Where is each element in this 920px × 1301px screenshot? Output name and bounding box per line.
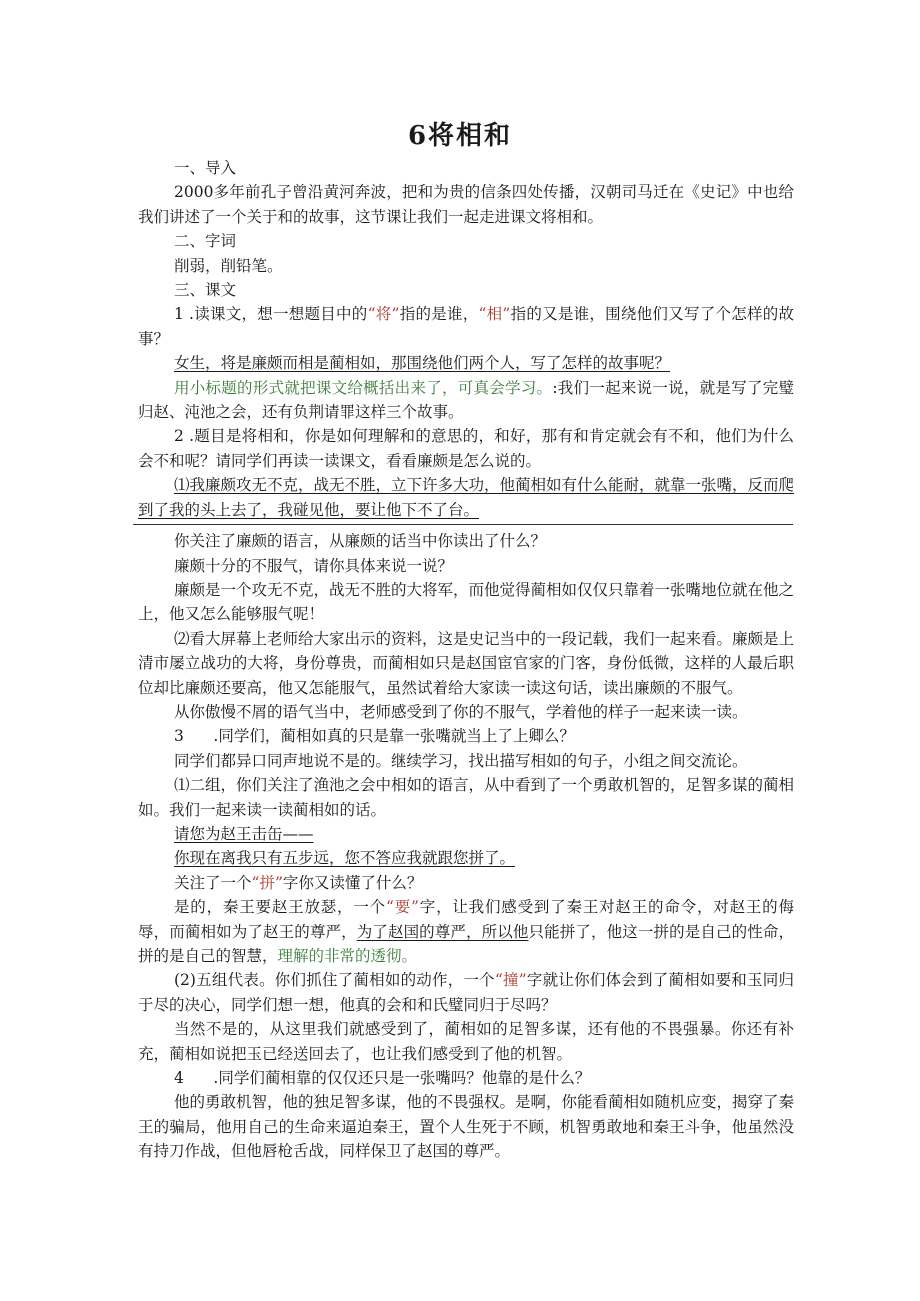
paragraph-c1: 他的勇敢机智，他的独足智多谋，他的不畏强权。是啊，你能看蔺相如随机应变，揭穿了秦王的骗局，他用自己的生命来逼迫秦王，置个人生死于不顾，机智勇敢地和秦王斗争，他虽然没有持刀作战，但他唇枪舌战，同样保卫了赵国的尊严。	[138, 1093, 795, 1161]
paragraph-a5: 从你傲慢不屑的语气当中，老师感受到了你的不服气，学着他的样子一起来读一读。	[174, 702, 748, 721]
paragraph-b4	[138, 895, 794, 968]
keyword-zhuang: “撞”	[494, 971, 527, 990]
paragraph-summary	[138, 376, 794, 425]
underlined-answer: 女生，将是廉颇而相是蔺相如，那围绕他们两个人，写了怎样的故事呢？	[174, 354, 671, 373]
underlined-quote: 你现在离我只有五步远，您不答应我就跟您拼了。	[174, 849, 516, 868]
paragraph-intro: 2000多年前孔子曾沿黄河奔波，把和为贵的信条四处传播，汉朝司马迁在《史记》中也给我们讲述了一个关于和的故事，这节课让我们一起走进课文将相和。	[138, 183, 794, 226]
text-part: 是的，秦王要赵王放瑟，一个	[174, 898, 386, 917]
paragraph-a1: 你关注了廉颇的语言，从廉颇的话当中你读出了什么？	[174, 532, 547, 551]
paragraph-b2: ⑴二组，你们关注了渔池之会中相如的语言，从中看到了一个勇敢机智的，足智多谋的蔺相如。我们一起来读一读蔺相如的话。	[138, 776, 795, 819]
section-heading-text: 三、课文	[174, 281, 237, 300]
quote-line-2	[138, 846, 794, 870]
teacher-comment: 用小标题的形式就把课文给概括出来了，可真会学习。	[174, 378, 553, 397]
question-1-part: 指的又是谁，围绕他们又写了个怎样的故事？	[138, 305, 794, 348]
paragraph-a4: ⑵看大屏幕上老师给大家出示的资料，这是史记当中的一段记载，我们一起来看。廉颇是上清市屡立战功的大将，身份尊贵，而蔺相如只是赵国宦官家的门客，身份低微，这样的人最后职位却比廉颇还要高，他又怎能服气，虽然试着给大家读一读这句话，读出廉颇的不服气。	[138, 629, 795, 697]
text-part: (2)五组代表。你们抓住了蔺相如的动作，一个	[174, 971, 495, 990]
underlined-quote: ⑴我廉颇攻无不克，战无不胜，立下许多大功，他蔺相如有什么能耐，就靠一张嘴，反而爬到了我的头上去了，我碰见他，要让他下不了台。	[138, 476, 795, 519]
question-3: 3 .同学们，蔺相如真的只是靠一张嘴就当上了上卿么？	[174, 727, 575, 746]
question-1-part: 指的是谁，	[399, 305, 479, 324]
keyword-jiang: “将”	[367, 305, 400, 324]
paragraph-girl-answer	[138, 351, 794, 375]
paragraph-b6: 当然不是的，从这里我们就感受到了，蔺相如的足智多谋，还有他的不畏强暴。你还有补充，蔺相如说把玉已经送回去了，也让我们感受到了他的机智。	[138, 1020, 794, 1063]
text-part: 只能拼了，他这一拼的是自己的性命，拼的是自己的智慧，	[138, 922, 794, 965]
question-2: 2 .题目是将相和，你是如何理解和的意思的，和好，那有和肯定就会有不和，他们为什么会不和呢？请同学们再读一读课文，看看廉颇是怎么说的。	[138, 427, 794, 470]
section-heading-intro: 一、导入	[174, 159, 237, 177]
section-heading-words: 二、字词	[174, 232, 237, 251]
teacher-comment: 理解的非常的透彻。	[277, 947, 418, 965]
text-part: 字就让你们体会到了蔺相如要和玉同归于尽的决心，同学们想一想，他真的会和和氏璧同归于尽吗？	[138, 971, 794, 1014]
document-body	[138, 156, 794, 1164]
underlined-text: 为了赵国的尊严，所以他	[356, 922, 529, 941]
page-title: 6将相和	[407, 121, 513, 151]
underlined-quote: 请您为赵王击缶——	[174, 824, 314, 843]
paragraph-b3	[138, 871, 794, 895]
text-part: 字你又读懂了什么？	[282, 873, 423, 892]
text-part: 字，让我们感受到了秦王对赵王的命令，对赵王的侮辱，而蔺相如为了赵王的尊严，	[138, 898, 794, 941]
text-part: 关注了一个	[174, 873, 252, 892]
summary-text: :我们一起来说一说，就是写了完璧归赵、沌池之会，还有负荆请罪这样三个故事。	[138, 378, 794, 422]
keyword-yao: “要”	[385, 898, 419, 917]
keyword-xiang: “相”	[478, 305, 511, 324]
quote-lianpo	[138, 473, 794, 522]
question-1-part: 1 .读课文，想一想题目中的	[174, 305, 368, 324]
question-4: 4 .同学们蔺相靠的仅仅还只是一张嘴吗？他靠的是什么？	[174, 1069, 591, 1088]
paragraph-b5	[138, 968, 794, 1017]
paragraph-a2: 廉颇十分的不服气，请你具体来说一说？	[174, 556, 454, 575]
question-1	[138, 302, 794, 351]
paragraph-b1: 同学们都异口同声地说不是的。继续学习，找出描写相如的句子，小组之间交流论。	[174, 751, 748, 770]
paragraph-words: 削弱，削铅笔。	[174, 256, 283, 275]
divider-line	[133, 524, 793, 525]
quote-line-1	[138, 822, 794, 846]
paragraph-a3: 廉颇是一个攻无不克，战无不胜的大将军，而他觉得蔺相如仅仅只靠着一张嘴地位就在他之上，他又怎么能够服气呢！	[138, 580, 795, 624]
keyword-pin: “拼”	[251, 873, 283, 892]
